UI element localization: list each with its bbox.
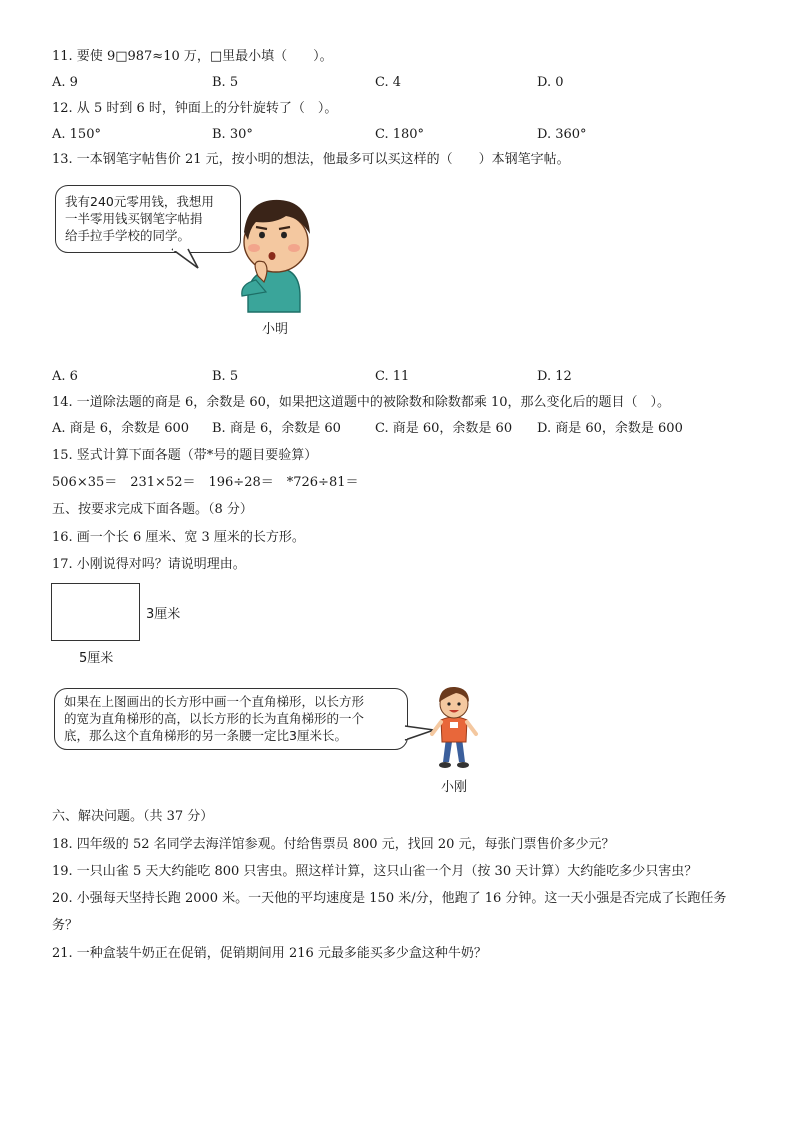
question-15-calculations: 506×35＝ 231×52＝ 196÷28＝ *726÷81＝ [52, 475, 359, 490]
question-12: 12. 从 5 时到 6 时，钟面上的分针旋转了（ ）。 [52, 101, 338, 116]
question-11: 11. 要使 9□987≈10 万，□里最小填（ ）。 [52, 49, 333, 64]
question-16: 16. 画一个长 6 厘米、宽 3 厘米的长方形。 [52, 530, 305, 545]
question-19: 19. 一只山雀 5 天大约能吃 800 只害虫。照这样计算，这只山雀一个月（按 30 天计算）大约能吃多少只害虫？ [52, 864, 698, 879]
bubble-line: 我有240元零用钱，我想用 [65, 194, 214, 209]
question-14: 14. 一道除法题的商是 6，余数是 60，如果把这道题中的被除数和除数都乘 10，那么变化后的题目（ ）。 [52, 395, 671, 410]
question-14-options [52, 420, 752, 438]
q14-option-b[interactable]: B. 商是 6，余数是 60 [212, 421, 341, 436]
xiaogang-name-label: 小刚 [441, 780, 468, 795]
question-13-options [52, 368, 752, 386]
rectangle-length-label: 5厘米 [79, 651, 114, 666]
section-6-heading: 六、解决问题。（共 37 分） [52, 809, 214, 824]
question-20: 20. 小强每天坚持长跑 2000 米。一天他的平均速度是 150 米/分，他跑了 16 分钟。这一天小强是否完成了长跑任务 [52, 891, 727, 906]
q11-option-b[interactable]: B. 5 [212, 75, 239, 90]
q12-option-d[interactable]: D. 360° [537, 127, 587, 142]
q14-option-c[interactable]: C. 商是 60，余数是 60 [375, 421, 513, 436]
q13-option-c[interactable]: C. 11 [375, 369, 410, 384]
q13-option-d[interactable]: D. 12 [537, 369, 572, 384]
bubble-line: 一半零用钱买钢笔字帖捐 [65, 211, 203, 226]
question-17: 17. 小刚说得对吗？请说明理由。 [52, 557, 246, 572]
xiaoming-name-label: 小明 [262, 322, 289, 337]
bubble-line: 给手拉手学校的同学。 [65, 228, 191, 243]
section-5-heading: 五、按要求完成下面各题。（8 分） [52, 502, 253, 517]
q12-option-c[interactable]: C. 180° [375, 127, 425, 142]
xiaoming-character-illustration [234, 188, 324, 318]
q13-option-a[interactable]: A. 6 [52, 369, 78, 384]
q14-option-a[interactable]: A. 商是 6，余数是 600 [52, 421, 190, 436]
question-15: 15. 竖式计算下面各题（带*号的题目要验算） [52, 448, 318, 463]
xiaogang-speech-bubble [54, 688, 408, 750]
bubble-tail [170, 248, 210, 270]
rectangle-width-label: 3厘米 [146, 607, 181, 622]
q11-option-a[interactable]: A. 9 [52, 75, 78, 90]
rectangle-figure [51, 583, 140, 641]
question-13: 13. 一本钢笔字帖售价 21 元，按小明的想法，他最多可以买这样的（ ）本钢笔字帖。 [52, 152, 570, 167]
q11-option-d[interactable]: D. 0 [537, 75, 564, 90]
question-21: 21. 一种盒装牛奶正在促销，促销期间用 216 元最多能买多少盒这种牛奶？ [52, 946, 487, 961]
q12-option-a[interactable]: A. 150° [52, 127, 101, 142]
question-11-options [52, 74, 752, 92]
question-12-options [52, 126, 752, 144]
q11-option-c[interactable]: C. 4 [375, 75, 402, 90]
q12-option-b[interactable]: B. 30° [212, 127, 253, 142]
q13-option-b[interactable]: B. 5 [212, 369, 239, 384]
bubble-line: 底，那么这个直角梯形的另一条腰一定比3厘米长。 [64, 728, 347, 743]
question-18: 18. 四年级的 52 名同学去海洋馆参观。付给售票员 800 元，找回 20 元，每张门票售价多少元？ [52, 837, 615, 852]
xiaoming-speech-bubble [55, 185, 241, 253]
bubble-line: 如果在上图画出的长方形中画一个直角梯形，以长方形 [64, 694, 365, 709]
xiaogang-character-illustration [426, 682, 482, 774]
question-20-continued: 务？ [52, 918, 79, 933]
bubble-line: 的宽为直角梯形的高，以长方形的长为直角梯形的一个 [64, 711, 365, 726]
q14-option-d[interactable]: D. 商是 60，余数是 600 [537, 421, 683, 436]
